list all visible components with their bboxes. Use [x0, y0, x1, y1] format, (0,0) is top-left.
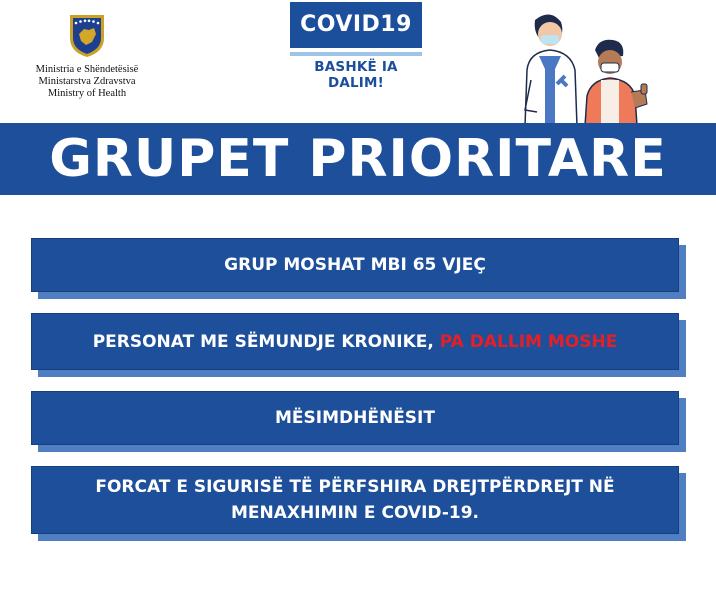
priority-group-2-highlight: PA DALLIM MOSHE	[439, 331, 618, 352]
priority-group-4-label	[31, 466, 679, 534]
covid-badge-title: COVID19	[290, 2, 422, 48]
priority-group-3-text: MËSIMDHËNËSIT	[275, 408, 435, 428]
covid-badge-subtitle: BASHKË IA DALIM!	[314, 59, 398, 91]
priority-group-4-line-2: MENAXHIMIN E COVID-19.	[230, 503, 480, 523]
priority-group-1-text: GRUP MOSHAT MBI 65 VJEÇ	[224, 255, 486, 275]
covid-badge-divider	[290, 52, 422, 56]
doctor-patient-illustration-icon	[495, 0, 665, 126]
kosovo-emblem-icon	[67, 12, 107, 58]
covid-badge	[290, 2, 422, 91]
doctor-figure-icon	[525, 14, 577, 126]
page-title: GRUPET PRIORITARE	[49, 129, 667, 189]
priority-group-2	[31, 313, 679, 370]
title-banner	[0, 123, 716, 195]
priority-group-1	[31, 238, 679, 292]
priority-group-2-label	[31, 313, 679, 370]
ministry-name-sq: Ministria e Shëndetësisë	[35, 64, 139, 75]
patient-figure-icon	[585, 40, 647, 126]
priority-group-3-label	[31, 391, 679, 445]
priority-group-1-label	[31, 238, 679, 292]
ministry-name-en: Ministry of Health	[47, 88, 127, 99]
ministry-logo	[22, 12, 152, 100]
priority-group-4	[31, 466, 679, 534]
priority-group-3	[31, 391, 679, 445]
priority-group-4-line-1: FORCAT E SIGURISË TË PËRFSHIRA DREJTPËRDREJT NË	[95, 477, 615, 497]
ministry-name-sr: Ministarstva Zdravstva	[38, 76, 136, 87]
priority-group-2-text: PERSONAT ME SËMUNDJE KRONIKE,	[92, 331, 440, 352]
